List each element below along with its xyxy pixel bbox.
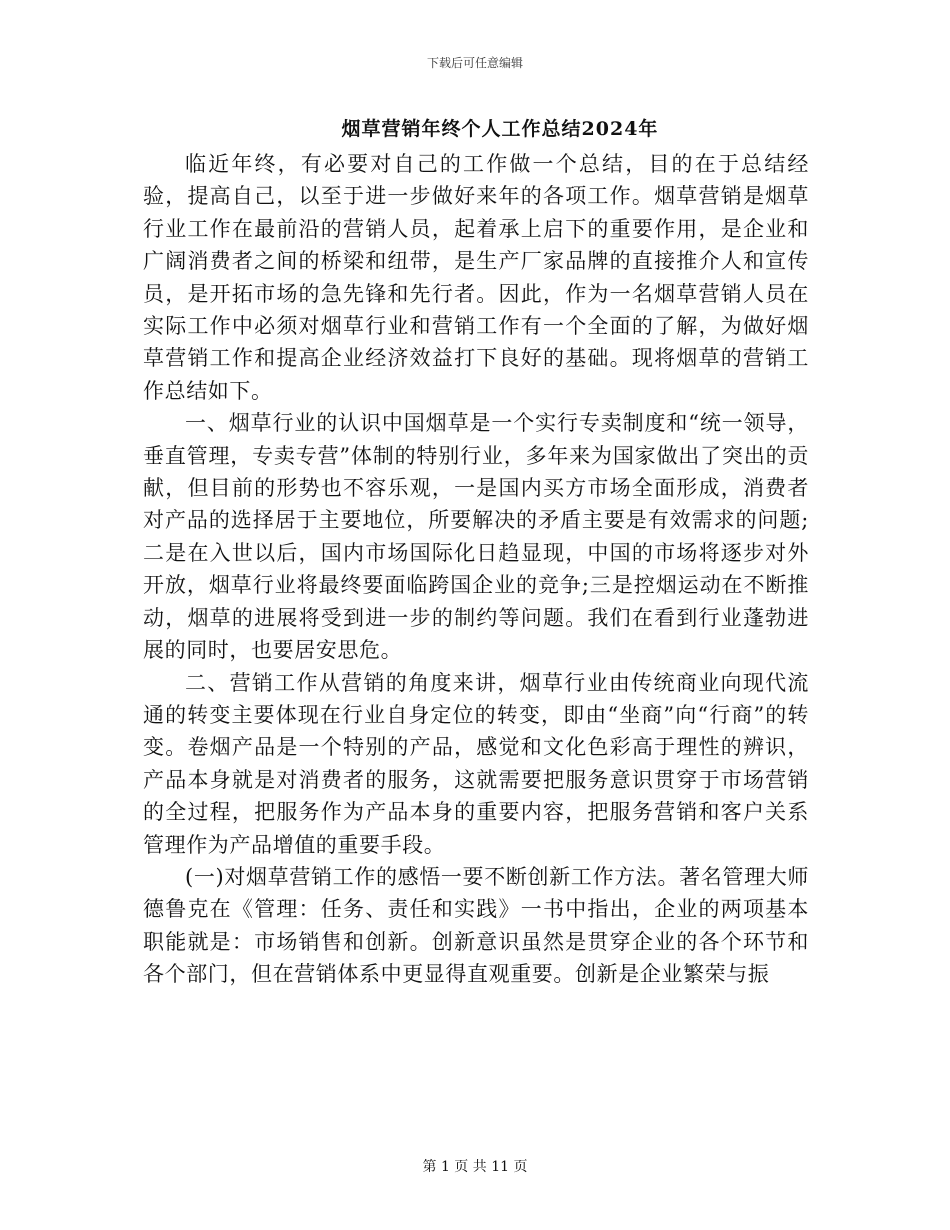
paragraph-industry: 一、烟草行业的认识中国烟草是一个实行专卖制度和“统一领导，垂直管理，专卖专营”体制的特别行业，多年来为国家做出了突出的贡献，但目前的形势也不容乐观，一是国内买方市场全面形成，消费者对产品的选择居于主要地位，所要解决的矛盾主要是有效需求的问题;二是在入世以后，国内市场国际化日趋显现，中国的市场将逐步对外开放，烟草行业将最终要面临跨国企业的竞争;三是控烟运动在不断推动，烟草的进展将受到进一步的制约等问题。我们在看到行业蓬勃进展的同时，也要居安思危。 bbox=[143, 411, 809, 663]
paragraph-insights: (一)对烟草营销工作的感悟一要不断创新工作方法。著名管理大师德鲁克在《管理：任务、责任和实践》一书中指出，企业的两项基本职能就是：市场销售和创新。创新意识虽然是贯穿企业的各个环节和各个部门，但在营销体系中更显得直观重要。创新是企业繁荣与振 bbox=[143, 864, 809, 987]
page-header-note: 下载后可任意编辑 bbox=[426, 56, 523, 70]
page-number: 第 1 页 共 11 页 bbox=[422, 1159, 528, 1175]
document-body bbox=[143, 148, 809, 991]
document-title: 烟草营销年终个人工作总结2024年 bbox=[341, 118, 659, 140]
paragraph-marketing: 二、营销工作从营销的角度来讲，烟草行业由传统商业向现代流通的转变主要体现在行业自身定位的转变，即由“坐商”向“行商”的转变。卷烟产品是一个特别的产品，感觉和文化色彩高于理性的辨识，产品本身就是对消费者的服务，这就需要把服务意识贯穿于市场营销的全过程，把服务作为产品本身的重要内容，把服务营销和客户关系管理作为产品增值的重要手段。 bbox=[143, 670, 809, 857]
paragraph-intro: 临近年终，有必要对自己的工作做一个总结，目的在于总结经验，提高自己，以至于进一步做好来年的各项工作。烟草营销是烟草行业工作在最前沿的营销人员，起着承上启下的重要作用，是企业和广阔消费者之间的桥梁和纽带，是生产厂家品牌的直接推介人和宣传员，是开拓市场的急先锋和先行者。因此，作为一名烟草营销人员在实际工作中必须对烟草行业和营销工作有一个全面的了解，为做好烟草营销工作和提高企业经济效益打下良好的基础。现将烟草的营销工作总结如下。 bbox=[143, 152, 809, 403]
